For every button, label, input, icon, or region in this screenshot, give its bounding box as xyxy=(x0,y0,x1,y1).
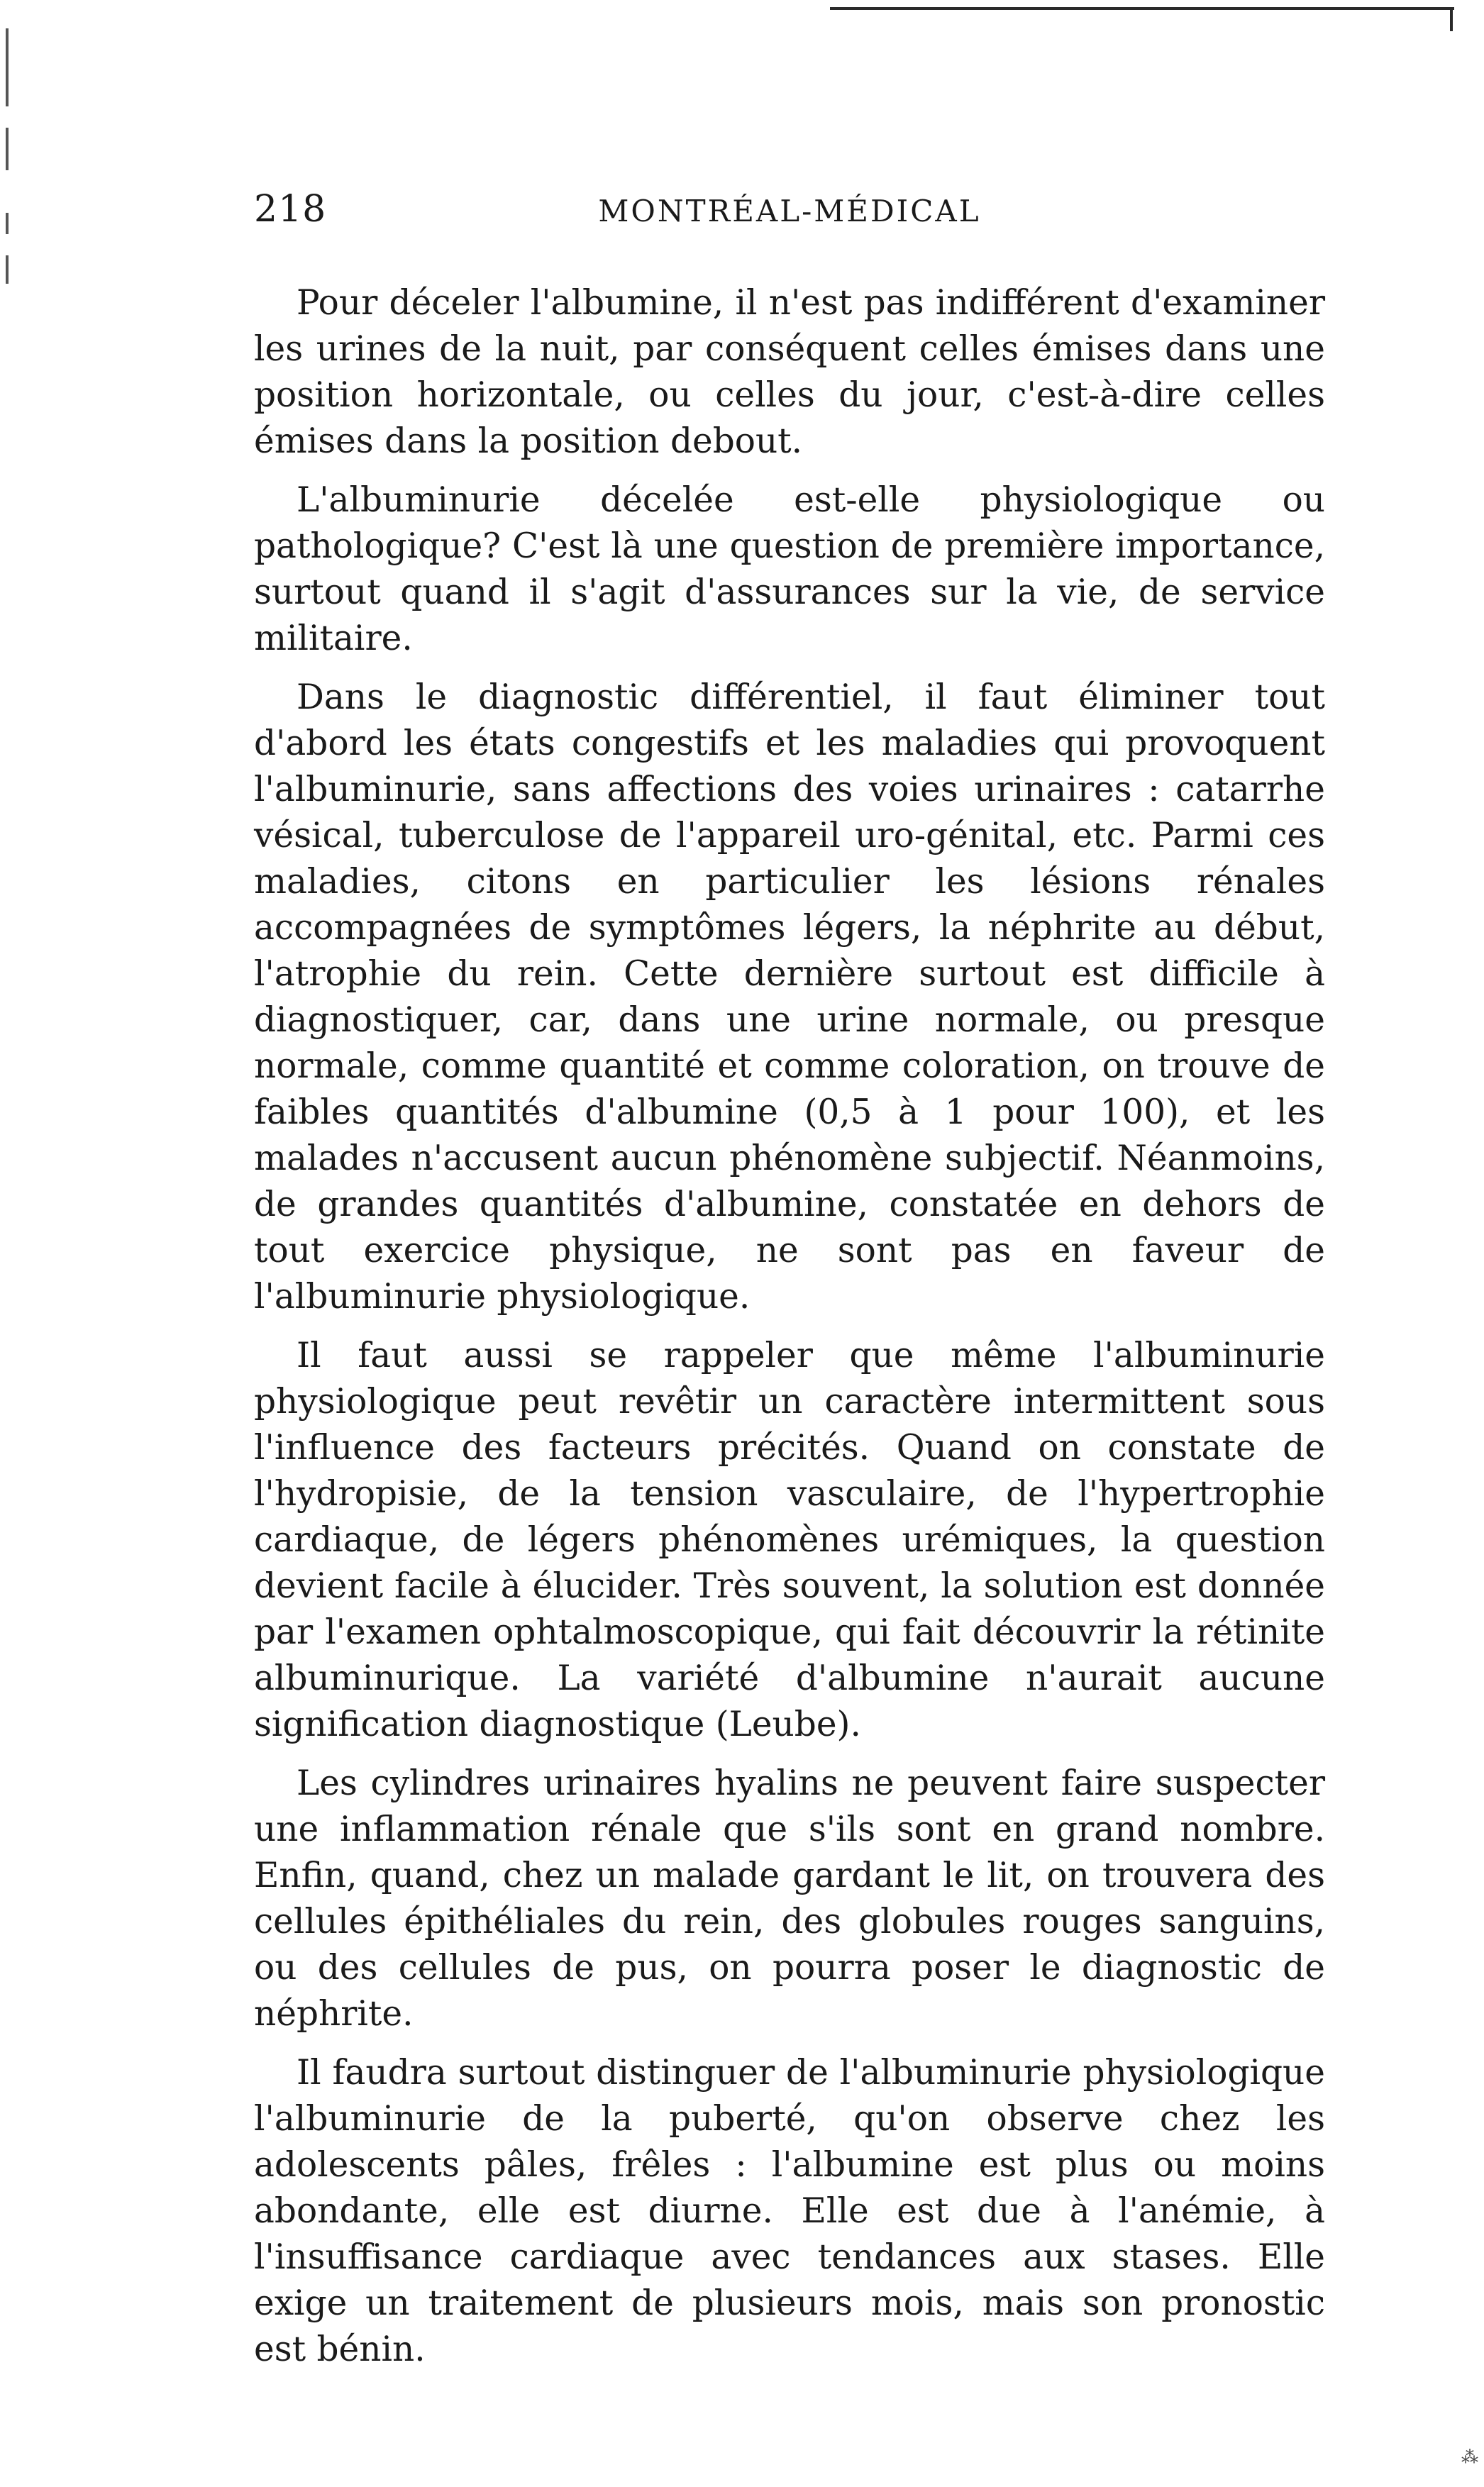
edge-mark xyxy=(6,213,9,234)
page-header xyxy=(254,188,1325,245)
paragraph: Dans le diagnostic différentiel, il faut éliminer tout d'abord les états congestifs et les maladies qui provoquent l'albuminurie, sans affections des voies urinaires : catarrhe vésical, tuberculose de l'appareil uro-génital, etc. Parmi ces maladies, citons en particulier les lésions rénales accompagnées de symptômes légers, la néphrite au début, l'atrophie du rein. Cette dernière surtout est difficile à diagnostiquer, car, dans une urine normale, ou presque normale, comme quantité et comme coloration, on trouve de faibles quantités d'albumine (0,5 à 1 pour 100), et les malades n'accusent aucun phénomène subjectif. Néanmoins, de grandes quantités d'albumine, constatée en dehors de tout exercice physique, ne sont pas en faveur de l'albuminurie physiologique. xyxy=(254,677,1325,1317)
paragraph: Il faut aussi se rappeler que même l'albuminurie physiologique peut revêtir un caractère intermittent sous l'influence des facteurs précités. Quand on constate de l'hydropisie, de la tension vasculaire, de l'hypertrophie cardiaque, de légers phénomènes urémiques, la question devient facile à élucider. Très souvent, la solution est donnée par l'examen ophtalmoscopique, qui fait découvrir la rétinite albuminurique. La variété d'albumine n'aurait aucune signification diagnostique (Leube). xyxy=(254,1336,1325,1744)
edge-mark xyxy=(6,255,9,284)
paragraph: Il faudra surtout distinguer de l'albuminurie physiologique l'albuminurie de la puberté, qu'on observe chez les adolescents pâles, frêles : l'albumine est plus ou moins abondante, elle est diurne. Elle est due à l'anémie, à l'insuffisance cardiaque avec tendances aux stases. Elle exige un traitement de plusieurs mois, mais son pronostic est bénin. xyxy=(254,2053,1325,2369)
left-scan-edge xyxy=(0,0,4,2487)
edge-mark xyxy=(6,28,9,106)
page-number: 218 xyxy=(254,188,327,231)
top-scan-rule-tick xyxy=(1450,7,1453,31)
paragraph: Les cylindres urinaires hyalins ne peuvent faire suspecter une inflammation rénale que s'ils sont en grand nombre. Enfin, quand, chez un malade gardant le lit, on trouvera des cellules épithéliales du rein, des globules rouges sanguins, ou des cellules de pus, on pourra poser le diagnostic de néphrite. xyxy=(254,1763,1325,2034)
top-scan-rule xyxy=(830,7,1454,10)
scan-corner-mark: ⁂ xyxy=(1461,2447,1478,2467)
paragraph: L'albuminurie décelée est-elle physiologique ou pathologique? C'est là une question de première importance, surtout quand il s'agit d'assurances sur la vie, de service militaire. xyxy=(254,480,1325,658)
edge-mark xyxy=(6,128,9,170)
page-body xyxy=(254,280,1325,2386)
paragraph: Pour déceler l'albumine, il n'est pas indifférent d'examiner les urines de la nuit, par conséquent celles émises dans une position horizontale, ou celles du jour, c'est-à-dire celles émises dans la position debout. xyxy=(254,283,1325,461)
running-title: MONTRÉAL-MÉDICAL xyxy=(598,194,981,228)
